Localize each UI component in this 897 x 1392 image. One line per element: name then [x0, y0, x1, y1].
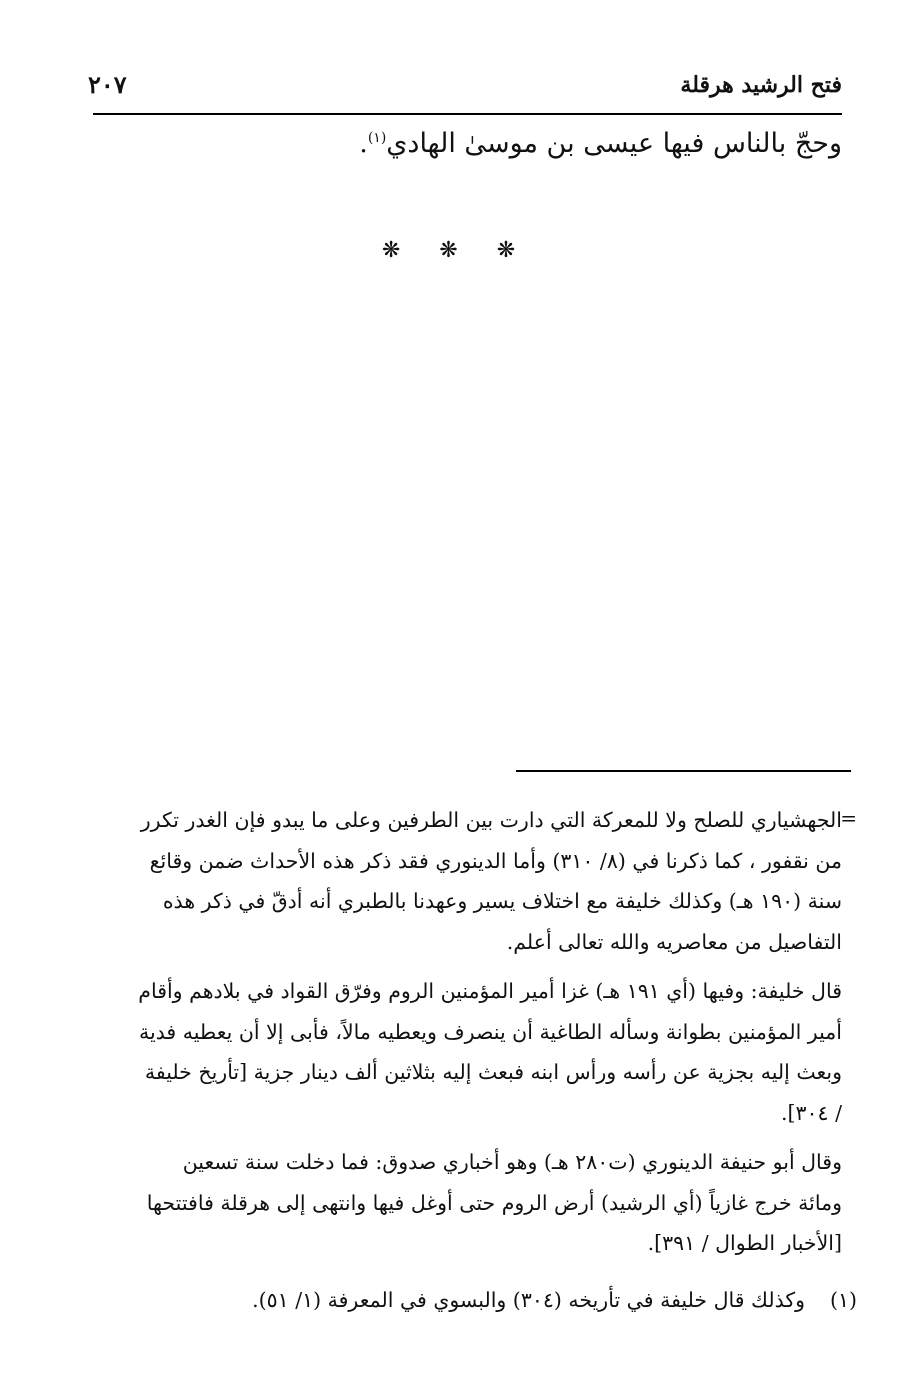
footnote-line: وقال أبو حنيفة الدينوري (ت٢٨٠ هـ) وهو أخباري صدوق: فما دخلت سنة تسعين	[182, 1150, 842, 1174]
section-ornament	[0, 238, 897, 263]
footnote-line: الجهشياري للصلح ولا للمعركة التي دارت بين الطرفين وعلى ما يبدو فإن الغدر تكرر	[140, 808, 842, 832]
footnote-line: قال خليفة: وفيها (أي ١٩١ هـ) غزا أمير المؤمنين الروم وفرّق القواد في بلادهم وأقام	[138, 979, 842, 1003]
footnote-line: من نقفور ، كما ذكرنا في (٨/ ٣١٠) وأما الدينوري فقد ذكر هذه الأحداث ضمن وقائع	[149, 848, 842, 873]
footnote-1-text: وكذلك قال خليفة في تأريخه (٣٠٤) والبسوي في المعرفة (١/ ٥١).	[252, 1288, 805, 1312]
footnote-line: التفاصيل من معاصريه والله تعالى أعلم.	[506, 929, 842, 954]
footnote-paragraph	[100, 1142, 842, 1264]
footnote-line: ومائة خرج غازياً (أي الرشيد) أرض الروم حتى أوغل فيها وانتهى إلى هرقلة فافتتحها	[146, 1190, 842, 1215]
footnotes	[100, 800, 842, 1264]
body-text	[359, 128, 842, 159]
footnote-line: وبعث إليه بجزية عن رأسه ورأس ابنه فبعث إليه بثلاثين ألف دينار جزية [تأريخ خليفة	[144, 1060, 842, 1084]
page-number: ٢٠٧	[88, 70, 127, 99]
continuation-mark: =	[840, 806, 857, 830]
header-rule	[93, 113, 842, 115]
ornament-star: ❋	[439, 238, 458, 263]
footnote-line: أمير المؤمنين بطوانة وسأله الطاغية أن ينصرف ويعطيه مالاً، فأبى إلا أن يعطيه فدية	[138, 1019, 842, 1044]
footnote-number: (١)	[829, 1288, 857, 1312]
footnote-line: سنة (١٩٠ هـ) وكذلك خليفة مع اختلاف يسير وعهدنا بالطبري أنه أدقّ في ذكر هذه	[162, 889, 842, 913]
footnote-paragraph	[100, 800, 842, 962]
footnote-line: / ٣٠٤].	[781, 1100, 842, 1125]
body-sentence-end: .	[359, 128, 368, 159]
footnote-rule	[516, 770, 851, 772]
footnote-ref: (١)	[367, 130, 387, 146]
body-sentence: وحجّ بالناس فيها عيسى بن موسىٰ الهادي	[386, 128, 842, 159]
running-title: فتح الرشيد هرقلة	[680, 72, 842, 98]
footnote-line: [الأخبار الطوال / ٣٩١].	[647, 1231, 842, 1255]
ornament-star: ❋	[381, 238, 401, 263]
footnote-paragraph	[100, 971, 842, 1133]
ornament-star: ❋	[496, 238, 516, 263]
